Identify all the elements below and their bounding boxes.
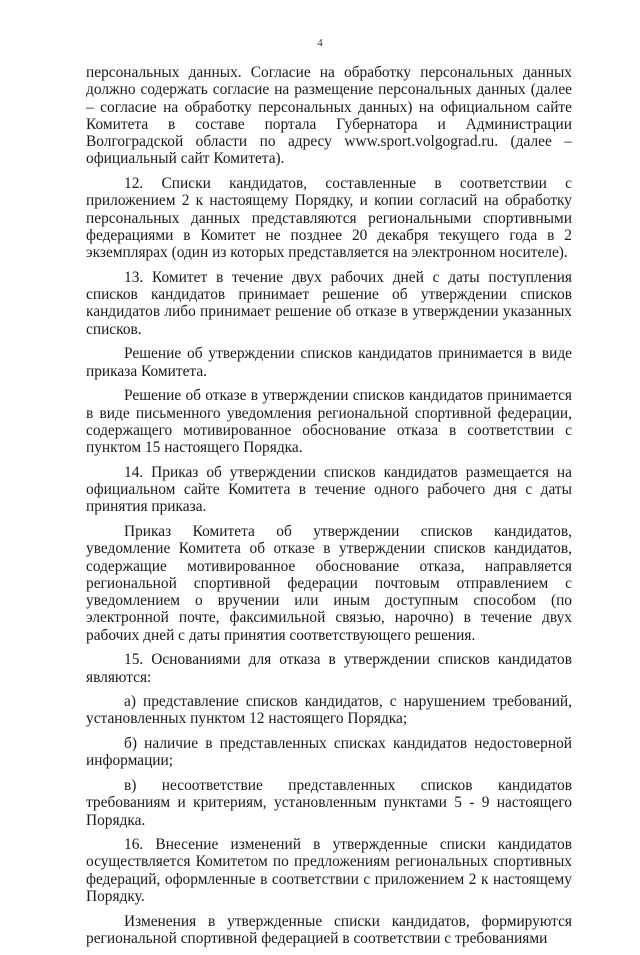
paragraph-item-16: 16. Внесение изменений в утвержденные списки кандидатов осуществляется Комитетом по предложениям региональных спортивных федераций, оформленные в соответствии с приложением 2 к настоящему Порядку. <box>86 836 572 906</box>
paragraph-subitem-b: б) наличие в представленных списках кандидатов недостоверной информации; <box>86 735 572 770</box>
paragraph-item-14: 14. Приказ об утверждении списков кандидатов размещается на официальном сайте Комитета в течение одного рабочего дня с даты принятия приказа. <box>86 463 572 516</box>
paragraph-item-12: 12. Списки кандидатов, составленные в соответствии с приложением 2 к настоящему Порядку, и копии согласий на обработку персональных данных представляются региональными спортивными федерациями в Комитет не позднее 20 декабря текущего года в 2 экземплярах (один из которых представляется на электронном носителе). <box>86 175 572 262</box>
paragraph-subitem-c: в) несоответствие представленных списков кандидатов требованиям и критериям, установленным пунктами 5 - 9 настоящего Порядка. <box>86 776 572 829</box>
paragraph-changes: Изменения в утвержденные списки кандидатов, формируются региональной спортивной федерацией в соответствии с требованиями <box>86 912 572 947</box>
paragraph-subitem-a: а) представление списков кандидатов, с нарушением требований, установленных пунктом 12 настоящего Порядка; <box>86 693 572 728</box>
paragraph-approval-decision: Решение об утверждении списков кандидатов принимается в виде приказа Комитета. <box>86 345 572 380</box>
paragraph-continuation: персональных данных. Согласие на обработку персональных данных должно содержать согласие на размещение персональных данных (далее – согласие на обработку персональных данных) на официальном сайте Комитета в составе портала Губернатора и Администрации Волгоградской области по адресу www.sport.volgograd.ru. (далее – официальный сайт Комитета). <box>86 64 572 168</box>
paragraph-item-15: 15. Основаниями для отказа в утверждении списков кандидатов являются: <box>86 651 572 686</box>
paragraph-order-notification: Приказ Комитета об утверждении списков кандидатов, уведомление Комитета об отказе в утверждении списков кандидатов, содержащие мотивированное обоснование отказа, направляется региональной спортивной федерации почтовым отправлением с уведомлением о вручении или иным доступным способом (по электронной почте, факсимильной связью, нарочно) в течение двух рабочих дней с даты принятия соответствующего решения. <box>86 522 572 644</box>
paragraph-refusal-decision: Решение об отказе в утверждении списков кандидатов принимается в виде письменного уведомления региональной спортивной федерации, содержащего мотивированное обоснование отказа в соответствии с пунктом 15 настоящего Порядка. <box>86 387 572 457</box>
page-number: 4 <box>317 37 323 49</box>
paragraph-item-13: 13. Комитет в течение двух рабочих дней с даты поступления списков кандидатов принимает решение об утверждении списков кандидатов либо принимает решение об отказе в утверждении указанных списков. <box>86 268 572 338</box>
document-body <box>86 64 572 955</box>
